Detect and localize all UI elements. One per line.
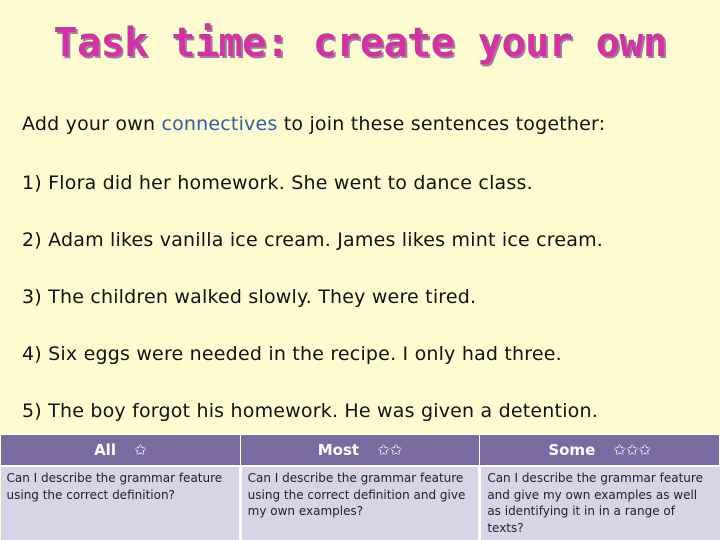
sentence-5: 5) The boy forgot his homework. He was given a detention.	[22, 400, 598, 422]
sentence-4: 4) Six eggs were needed in the recipe. I only had three.	[22, 343, 562, 365]
criteria-header-all	[1, 435, 241, 467]
criteria-header-some	[480, 435, 720, 467]
star-icon: ✩✩	[377, 441, 403, 459]
criteria-label-most: Most	[317, 441, 360, 459]
instruction-after: to join these sentences together:	[277, 113, 606, 135]
criteria-text-some: Can I describe the grammar feature and give my own examples as well as identifying it in in a range of texts?	[480, 466, 720, 540]
star-icon: ✩	[133, 441, 147, 459]
instruction-text	[22, 113, 605, 135]
instruction-before: Add your own	[22, 113, 162, 135]
sentence-3: 3) The children walked slowly. They were tired.	[22, 286, 477, 308]
success-criteria-table	[0, 434, 720, 540]
sentence-1: 1) Flora did her homework. She went to dance class.	[22, 172, 533, 194]
criteria-header-row	[1, 435, 720, 467]
page-title: Task time: create your own	[53, 20, 667, 66]
instruction-highlight: connectives	[161, 113, 278, 135]
star-icon: ✩✩✩	[613, 441, 651, 459]
criteria-text-all: Can I describe the grammar feature using the correct definition?	[1, 466, 241, 540]
criteria-body-row	[1, 466, 720, 540]
sentence-2: 2) Adam likes vanilla ice cream. James likes mint ice cream.	[22, 229, 604, 251]
criteria-label-some: Some	[548, 441, 596, 459]
criteria-text-most: Can I describe the grammar feature using the correct definition and give my own examples?	[240, 466, 480, 540]
criteria-header-most	[240, 435, 480, 467]
criteria-label-all: All	[94, 441, 116, 459]
